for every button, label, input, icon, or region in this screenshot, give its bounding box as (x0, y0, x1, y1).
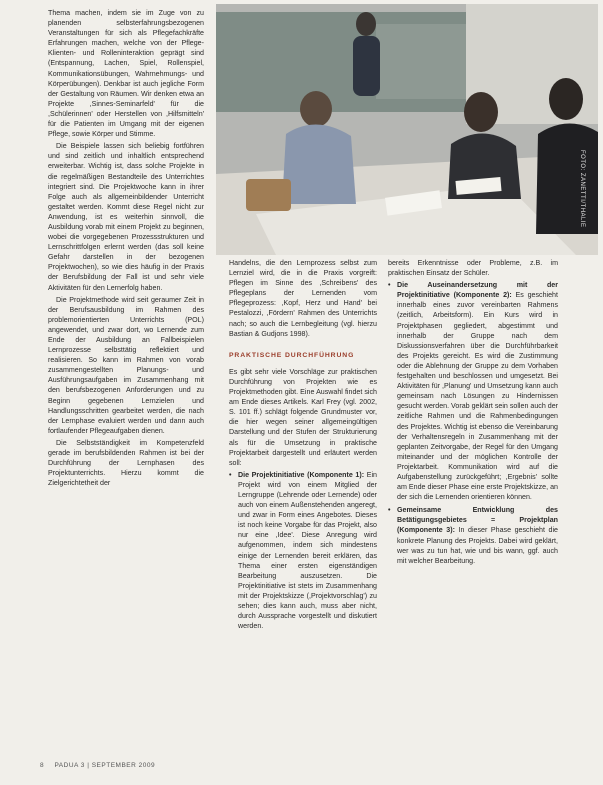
bullet-title: Die Auseinandersetzung mit der Projektinitiative (Komponente 2): (397, 281, 558, 300)
paragraph: Es gibt sehr viele Vorschläge zur praktischen Durchführung von Projekten wie es Projektmethoden gibt. Eine Auswahl findet sich am Ende dieses Artikels. Karl Frey (vgl. 2002, S. 101 ff.) schlägt folgende Grundmuster vor, die hier wegen seiner allgemeingültigen Darstellung und der Stufen der Strukturierung als für die Umsetzung in praktische Projektarbeit dargestellt und erläutert werden soll: (229, 367, 377, 467)
classroom-photo (216, 4, 598, 255)
paragraph: Handelns, die den Lernprozess selbst zum Lernziel wird, die in die Praxis vorgreift: Pflegen im Sinne des ,Schreibens' des Pflegeplans der Lernenden vom Pflegeprozess: ,Kopf, Herz und Hand' bei Pestalozzi, ,Fördern' Rahmen des Unterrichts nach; so auch die Lernbegleitung (vgl. hierzu Bastian & Gudjons 1998). (229, 259, 377, 338)
paragraph: Thema machen, indem sie im Zuge von zu planenden selbsterfahrungsbezogenen Veranstaltungen für sich als Pflegefachkräfte Erfahrungen machen, welche von der Pflege-Klienten- und Rolleninteraktion geprägt sind (Entspannung, Lachen, Spiel, Rollenspiel, Kommunikationsübungen, Wahrnehmungs- und Körperübungen). Denkbar ist auch jegliche Form der Gestaltung von Räumen. Wir denken etwa an Projekte ,Sinnes-Seminarfeld' für die ,Schülerinnen' oder Herstellen von ,Hilfsmitteln' für die Patienten im Umgang mit der eigenen Pflege, sowie Körper und Stimme. (48, 9, 204, 139)
section-heading: PRAKTISCHE DURCHFÜHRUNG (229, 351, 355, 359)
text-column-right (388, 258, 558, 753)
photo-credit: FOTO: ZANETTI/THALIE (579, 150, 585, 228)
text-column-middle (229, 258, 377, 753)
page-number: 8 (40, 762, 45, 769)
bullet-item (388, 505, 558, 566)
text-column-left (48, 8, 204, 743)
bullet-title: Gemeinsame Entwicklung des Betätigungsgebietes = Projektplan (Komponente 3): (397, 506, 558, 535)
paragraph: Die Selbstständigkeit im Kompetenzfeld gerade im berufsbildenden Rahmen ist bei der Durchführung der Lernphasen des Projektunterrichts. Hierzu kommt die Zielgerichtetheit der (48, 438, 204, 488)
paragraph: Die Projektmethode wird seit geraumer Zeit in der Berufsausbildung im Rahmen des problemorientierten Unterrichts (POL) angewendet, und zwar dort, wo Lernende zum Ende der Ausbildung an Fallbeispielen Lernprozesse selbsttätig reflektiert und realisieren. So kann im Rahmen von vorab zusammengestellten Planungs- und Ausführungsaufgaben im Zusammenhang mit den berufsbezogenen Anforderungen und zu Beginn gegebenen Lernzielen und Handlungsschritten gearbeitet werden, die nach der Lernphase evaluiert werden und dann auch fortlaufender Pflegeaufgaben dienen. (48, 295, 204, 435)
bullet-text: Ein Projekt wird von einem Mitglied der Lerngruppe (Lehrende oder Lernende) oder auch von einem Außenstehenden angeregt, und zwar in Form eines Angebotes. Dieses ist noch keine Vorgabe für das Projekt, also nur eine ,Idee'. Diese Anregung wird aufgenommen, indem sich mindestens einige der Lernenden bereit erklären, das Thema einer ersten eigenständigen Bearbeitung auszusetzen. Die Projektinitiative ist stets im Zusammenhang mit der Projektskizze (,Projektvorschlag') zu sehen; dies kann auch, muss aber nicht, durch Aussprache vorgestellt und diskutiert werden. (238, 470, 377, 631)
bullet-title: Die Projektinitiative (Komponente 1): (238, 470, 365, 479)
bullet-text: Es geschieht innerhalb eines zuvor vereinbarten Rahmens (zeitlich, Arbeitsform). Ein Kurs wird in Projektphasen gegliedert, abgestimmt und innerhalb der Gruppe nach dem Diskussionsverfahren über die Durchführbarkeit des Projekts gereicht. Es wird die Zustimmung oder die Ablehnung der Gruppe zu dem Vorhaben festgehalten und beschlossen und umgesetzt. Bei Aktivitäten für ,Planung' und Umsetzung kann auch gemeinsam nach Lösungen zu Hindernissen gesucht werden. Vorab geklärt sein sollen auch der zeitliche Rahmen und die Rahmenbedingungen des Projektes. Wichtig ist ebenso die Vereinbarung der Verhaltensregeln in Zusammenhang mit der geplanten Zeitvorgabe, der Regel für den Umgang miteinander und der möglichen Kontrolle der Projektarbeit. Kommunikation wird auf die Aufgabenstellung zurückgeführt; ,Ergebnis' sollte am Ende dieser Phase eine erste Projektskizze, an der sich die Lernenden orientieren können. (397, 291, 558, 502)
bullet-item (388, 280, 558, 502)
bullet-icon: • (388, 281, 391, 290)
bullet-icon: • (229, 470, 232, 479)
paragraph: Die Beispiele lassen sich beliebig fortführen und sind zeitlich und inhaltlich entsprechend erweiterbar. Wichtig ist, dass solche Projekte in die regelmäßigen Bestandteile des Unterrichtes integriert sind. Die Projektwoche kann in ihrer Folge auch als allgemeinbildender Unterricht gestaltet werden. Kommt diese Regel nicht zur Anwendung, ist es weiterhin sinnvoll, die Ausbildung vorab mit einem Projekt zu beginnen, wobei die vorgegebenen Prozessstrukturen und Lernschrittfolgen erlernt werden (das soll keine Gefahr darstellen in der bezogenen Projektwochen), so wie dies häufig in der Praxis der Berufsbildung der Fall ist und sehr viele Aktivitäten für den Lernerfolg haben. (48, 142, 204, 292)
bullet-icon: • (388, 506, 391, 515)
bullet-item (229, 470, 377, 632)
bullet-text: In dieser Phase geschieht die konkrete Planung des Projekts. Dabei wird geklärt, wer was zu tun hat, wie und bis wann, ggf. auch mit welcher Bearbeitung. (397, 526, 558, 565)
paragraph: bereits Erkenntnisse oder Probleme, z.B. im praktischen Einsatz der Schüler. (388, 259, 558, 278)
page-footer (40, 762, 155, 769)
publication-info: PADUA 3 | SEPTEMBER 2009 (54, 762, 156, 769)
classroom-photo-illustration (216, 4, 598, 255)
